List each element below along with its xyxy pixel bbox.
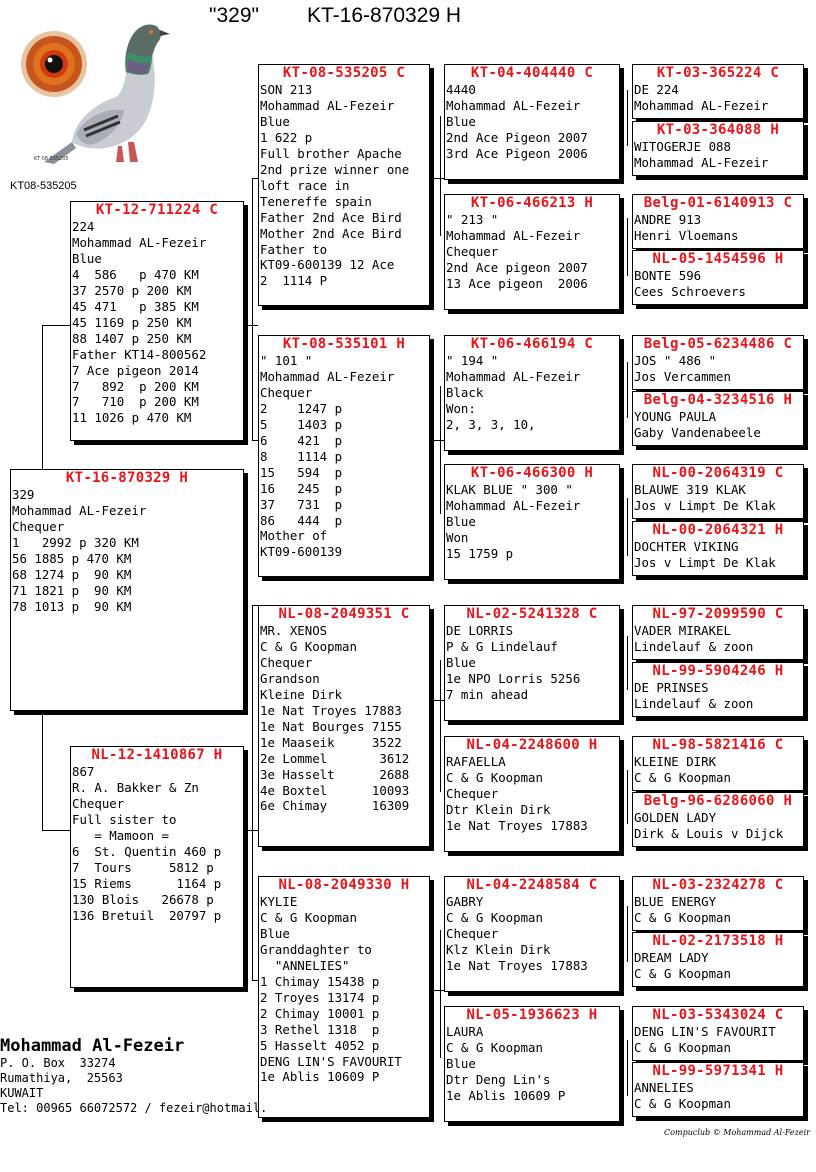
pedigree-line: 1e Ablis 10609 P: [260, 1069, 380, 1085]
pedigree-line: WITOGERJE 088: [634, 139, 731, 154]
pedigree-line: Dirk & Louis v Dijck: [634, 825, 784, 841]
pedigree-box-sire: [70, 201, 244, 441]
pedigree-line: SON 213: [260, 82, 313, 97]
pedigree-line: RAFAELLA: [446, 754, 506, 769]
pedigree-line: C & G Koopman: [260, 909, 357, 925]
pedigree-line: KLAK BLUE " 300 ": [446, 482, 573, 497]
ring-number: NL-12-1410867 H: [91, 747, 223, 763]
pedigree-line: 88 1407 p 250 KM: [72, 330, 192, 346]
pedigree-line: BLUE ENERGY: [634, 894, 717, 909]
pedigree-line: 1e NPO Lorris 5256: [446, 670, 581, 686]
ring-number: Belg-04-3234516 H: [643, 392, 793, 408]
pedigree-line: = Mamoon =: [72, 827, 169, 843]
pedigree-box-g12: [632, 792, 804, 847]
pigeon-ring-title: KT-16-870329 H: [307, 4, 462, 27]
ring-number: KT-12-711224 C: [95, 202, 219, 218]
pedigree-line: Blue: [446, 113, 476, 129]
pedigree-line: DOCHTER VIKING: [634, 539, 739, 554]
pedigree-line: GABRY: [446, 894, 484, 909]
pedigree-line: 71 1821 p 90 KM: [12, 582, 132, 598]
pedigree-line: Mohammad AL-Fezeir: [72, 234, 207, 250]
pedigree-line: C & G Koopman: [446, 1039, 543, 1055]
pedigree-line: 45 471 p 385 KM: [72, 298, 199, 314]
pedigree-box-g8: [632, 521, 804, 576]
pedigree-line: "ANNELIES": [260, 957, 350, 973]
pedigree-line: 1e Nat Troyes 17883: [260, 702, 402, 718]
pedigree-line: 224: [72, 219, 95, 234]
pedigree-line: 2 1114 P: [260, 273, 328, 289]
pedigree-line: 11 1026 p 470 KM: [72, 410, 192, 426]
pedigree-line: C & G Koopman: [634, 909, 731, 925]
pedigree-line: 2e Lommel 3612: [260, 750, 410, 766]
pedigree-line: 329: [12, 487, 35, 502]
pedigree-box-g7: [632, 464, 804, 519]
ring-number: Belg-01-6140913 C: [643, 195, 793, 211]
ring-number: NL-03-5343024 C: [652, 1007, 784, 1023]
pedigree-line: LAURA: [446, 1024, 484, 1039]
pedigree-box-g5: [632, 335, 804, 390]
pedigree-line: 2 Chimay 10001 p: [260, 1005, 380, 1021]
pedigree-line: KYLIE: [260, 894, 298, 909]
ring-number: KT-06-466300 H: [470, 465, 594, 481]
pedigree-box-dam: [70, 746, 244, 988]
pedigree-line: Chequer: [72, 795, 125, 811]
pedigree-line: 15 Riems 1164 p: [72, 875, 222, 891]
pedigree-line: JOS " 486 ": [634, 353, 717, 368]
pedigree-box-ss: [258, 64, 430, 306]
pedigree-line: Gaby Vandenabeele: [634, 424, 761, 440]
pedigree-line: Chequer: [446, 785, 499, 801]
pedigree-line: Blue: [260, 925, 290, 941]
ring-number: Belg-05-6234486 C: [643, 336, 793, 352]
pedigree-line: GOLDEN LADY: [634, 810, 717, 825]
pedigree-line: 15 594 p: [260, 464, 343, 480]
credit-footer: Compuclub © Mohammad Al-Fezeir: [664, 1128, 810, 1137]
pedigree-box-g16: [632, 1062, 804, 1117]
pedigree-line: 136 Bretuil 20797 p: [72, 907, 222, 923]
pedigree-line: YOUNG PAULA: [634, 409, 717, 424]
ring-number: KT-03-365224 C: [656, 65, 780, 81]
pedigree-line: Blue: [446, 513, 476, 529]
owner-address-line: P. O. Box 33274: [0, 1056, 116, 1070]
pedigree-line: Mohammad AL-Fezeir: [12, 502, 147, 518]
pedigree-line: Mother 2nd Ace Bird: [260, 225, 402, 241]
pigeon-photo: [14, 12, 174, 168]
ring-number: KT-06-466213 H: [470, 195, 594, 211]
owner-address-line: KUWAIT: [0, 1086, 44, 1100]
pedigree-line: Jos v Limpt De Klak: [634, 497, 776, 513]
pedigree-box-g9: [632, 605, 804, 660]
pedigree-line: 2nd prize winner one: [260, 161, 410, 177]
pedigree-line: C & G Koopman: [634, 965, 731, 981]
pedigree-line: 7 min ahead: [446, 686, 529, 702]
pedigree-line: Black: [446, 384, 484, 400]
pedigree-line: 68 1274 p 90 KM: [12, 566, 132, 582]
pedigree-line: Chequer: [446, 243, 499, 259]
pedigree-line: 56 1885 p 470 KM: [12, 550, 132, 566]
pedigree-line: DENG LIN'S FAVOURIT: [634, 1024, 776, 1039]
ring-number: NL-03-2324278 C: [652, 877, 784, 893]
pedigree-line: KT09-600139 12 Ace: [260, 257, 395, 273]
pedigree-line: Mohammad AL-Fezeir: [260, 97, 395, 113]
pedigree-line: " 213 ": [446, 212, 499, 227]
pedigree-line: BONTE 596: [634, 268, 702, 283]
pedigree-line: 78 1013 p 90 KM: [12, 598, 132, 614]
pedigree-line: 3rd Ace Pigeon 2006: [446, 145, 588, 161]
pedigree-line: Chequer: [260, 654, 313, 670]
pedigree-line: 6 St. Quentin 460 p: [72, 843, 222, 859]
pedigree-line: DE 224: [634, 82, 679, 97]
pedigree-box-ds: [258, 605, 430, 847]
pedigree-box-ssd: [444, 194, 620, 310]
pedigree-line: 1e Maaseik 3522: [260, 734, 402, 750]
pedigree-line: Granddaghter to: [260, 941, 372, 957]
pedigree-box-dsd: [444, 736, 620, 852]
pedigree-line: Chequer: [12, 518, 65, 534]
pedigree-box-g15: [632, 1006, 804, 1061]
pedigree-line: R. A. Bakker & Zn: [72, 779, 199, 795]
pedigree-line: Blue: [446, 1055, 476, 1071]
pedigree-line: 5 1403 p: [260, 416, 343, 432]
pedigree-line: DE PRINSES: [634, 680, 709, 695]
pedigree-line: 3 Rethel 1318 p: [260, 1021, 380, 1037]
ring-number: NL-02-2173518 H: [652, 933, 784, 949]
pedigree-box-g10: [632, 662, 804, 717]
pedigree-line: 130 Blois 26678 p: [72, 891, 214, 907]
pedigree-line: KLEINE DIRK: [634, 754, 717, 769]
pedigree-line: C & G Koopman: [634, 769, 731, 785]
pedigree-line: 4 586 p 470 KM: [72, 266, 199, 282]
pedigree-box-ddd: [444, 1006, 620, 1122]
ring-number: KT-08-535101 H: [282, 336, 406, 352]
svg-text:KT 08 535205: KT 08 535205: [34, 156, 69, 162]
pedigree-box-sss: [444, 64, 620, 180]
ring-number: NL-04-2248600 H: [466, 737, 598, 753]
pedigree-line: 1 2992 p 320 KM: [12, 534, 139, 550]
pedigree-line: 5 Hasselt 4052 p: [260, 1037, 380, 1053]
pedigree-line: 7 Tours 5812 p: [72, 859, 214, 875]
ring-number: NL-05-1454596 H: [652, 251, 784, 267]
ring-number: KT-03-364088 H: [656, 122, 780, 138]
pedigree-line: C & G Koopman: [634, 1039, 731, 1055]
pedigree-line: 2nd Ace Pigeon 2007: [446, 129, 588, 145]
pedigree-line: 8 1114 p: [260, 448, 343, 464]
pedigree-line: Jos v Limpt De Klak: [634, 554, 776, 570]
pedigree-box-dss: [444, 605, 620, 721]
pedigree-line: Mohammad AL-Fezeir: [446, 497, 581, 513]
ring-number: KT-16-870329 H: [65, 470, 189, 486]
pedigree-line: 16 245 p: [260, 480, 343, 496]
pedigree-box-dd: [258, 876, 430, 1118]
pedigree-box-g2: [632, 121, 804, 176]
pedigree-box-g14: [632, 932, 804, 987]
pedigree-line: Father to: [260, 241, 328, 257]
owner-address-line: Rumathiya, 25563: [0, 1071, 123, 1085]
ring-number: Belg-96-6286060 H: [643, 793, 793, 809]
pedigree-line: Cees Schroevers: [634, 283, 746, 299]
pedigree-box-g4: [632, 250, 804, 305]
pedigree-line: Mohammad AL-Fezeir: [446, 227, 581, 243]
ring-number: NL-00-2064319 C: [652, 465, 784, 481]
owner-contact-line: Tel: 00965 66072572 / fezeir@hotmail.: [0, 1101, 268, 1115]
pedigree-line: 7 892 p 200 KM: [72, 378, 199, 394]
pedigree-line: Blue: [260, 113, 290, 129]
pedigree-line: 15 1759 p: [446, 545, 514, 561]
ring-number: NL-98-5821416 C: [652, 737, 784, 753]
pedigree-line: 86 444 p: [260, 512, 343, 528]
pedigree-line: " 194 ": [446, 353, 499, 368]
pedigree-line: 6e Chimay 16309: [260, 798, 410, 814]
pedigree-line: Jos Vercammen: [634, 368, 731, 384]
pedigree-line: ANNELIES: [634, 1080, 694, 1095]
pedigree-line: 3e Hasselt 2688: [260, 766, 410, 782]
pedigree-line: 4e Boxtel 10093: [260, 782, 410, 798]
pedigree-line: 1 622 p: [260, 129, 313, 145]
pedigree-line: Mohammad AL-Fezeir: [446, 368, 581, 384]
pedigree-line: Full brother Apache: [260, 145, 402, 161]
pedigree-line: 2 1247 p: [260, 400, 343, 416]
pedigree-box-g13: [632, 876, 804, 931]
pedigree-line: Grandson: [260, 670, 320, 686]
pedigree-box-dds: [444, 876, 620, 992]
ring-number: KT-06-466194 C: [470, 336, 594, 352]
pedigree-line: Dtr Deng Lin's: [446, 1071, 551, 1087]
pedigree-line: KT09-600139: [260, 544, 343, 560]
pedigree-line: Father KT14-800562: [72, 346, 207, 362]
pedigree-line: 45 1169 p 250 KM: [72, 314, 192, 330]
owner-contact: [0, 1036, 267, 1116]
pedigree-line: ANDRE 913: [634, 212, 702, 227]
pedigree-line: Mohammad AL-Fezeir: [260, 368, 395, 384]
pedigree-line: Tenereffe spain: [260, 193, 372, 209]
photo-caption: KT08-535205: [10, 180, 77, 192]
ring-number: NL-08-2049351 C: [278, 606, 410, 622]
pedigree-line: DENG LIN'S FAVOURIT: [260, 1053, 402, 1069]
pedigree-line: 13 Ace pigeon 2006: [446, 275, 588, 291]
ring-number: NL-99-5971341 H: [652, 1063, 784, 1079]
pedigree-line: C & G Koopman: [634, 1095, 731, 1111]
pedigree-line: 6 421 p: [260, 432, 343, 448]
ring-number: KT-08-535205 C: [282, 65, 406, 81]
pedigree-line: 2, 3, 3, 10,: [446, 416, 536, 432]
pedigree-line: Blue: [446, 654, 476, 670]
pedigree-line: VADER MIRAKEL: [634, 623, 731, 638]
pedigree-line: MR. XENOS: [260, 623, 328, 638]
pedigree-line: 867: [72, 764, 95, 779]
pedigree-box-g3: [632, 194, 804, 249]
pedigree-line: Chequer: [446, 925, 499, 941]
pedigree-line: Lindelauf & zoon: [634, 695, 754, 711]
pedigree-line: Father 2nd Ace Bird: [260, 209, 402, 225]
pedigree-line: Dtr Klein Dirk: [446, 801, 551, 817]
pedigree-line: 7 710 p 200 KM: [72, 394, 199, 410]
pedigree-line: C & G Koopman: [446, 909, 543, 925]
ring-number: NL-00-2064321 H: [652, 522, 784, 538]
ring-number: NL-05-1936623 H: [466, 1007, 598, 1023]
pedigree-line: Mother of: [260, 528, 328, 544]
pedigree-line: Lindelauf & zoon: [634, 638, 754, 654]
pedigree-line: BLAUWE 319 KLAK: [634, 482, 746, 497]
ring-number: NL-02-5241328 C: [466, 606, 598, 622]
pedigree-line: Won:: [446, 400, 476, 416]
pedigree-line: 1e Nat Troyes 17883: [446, 817, 588, 833]
ring-number: NL-99-5904246 H: [652, 663, 784, 679]
pedigree-line: Henri Vloemans: [634, 227, 739, 243]
pedigree-box-g11: [632, 736, 804, 791]
pedigree-line: Full sister to: [72, 811, 177, 827]
pedigree-line: " 101 ": [260, 353, 313, 368]
pedigree-box-subject: [10, 469, 244, 711]
pedigree-line: Klz Klein Dirk: [446, 941, 551, 957]
pedigree-line: C & G Koopman: [446, 769, 543, 785]
pedigree-line: Mohammad AL-Fezeir: [446, 97, 581, 113]
pedigree-line: 2 Troyes 13174 p: [260, 989, 380, 1005]
pedigree-line: Blue: [72, 250, 102, 266]
pedigree-line: 7 Ace pigeon 2014: [72, 362, 199, 378]
pedigree-box-sds: [444, 335, 620, 451]
pedigree-line: Chequer: [260, 384, 313, 400]
pedigree-line: 1e Nat Bourges 7155: [260, 718, 402, 734]
ring-number: NL-08-2049330 H: [278, 877, 410, 893]
pedigree-box-g1: [632, 64, 804, 119]
owner-name: Mohammad Al-Fezeir: [0, 1036, 185, 1056]
pedigree-line: 2nd Ace pigeon 2007: [446, 259, 588, 275]
pedigree-box-sdd: [444, 464, 620, 580]
pedigree-line: C & G Koopman: [260, 638, 357, 654]
pedigree-line: 37 2570 p 200 KM: [72, 282, 192, 298]
pedigree-line: loft race in: [260, 177, 350, 193]
pedigree-line: 1e Ablis 10609 P: [446, 1087, 566, 1103]
ring-number: NL-97-2099590 C: [652, 606, 784, 622]
pedigree-line: 1 Chimay 15438 p: [260, 973, 380, 989]
pedigree-line: 4440: [446, 82, 476, 97]
pedigree-line: 37 731 p: [260, 496, 343, 512]
pedigree-line: DE LORRIS: [446, 623, 514, 638]
pedigree-line: Mohammad AL-Fezeir: [634, 154, 769, 170]
pedigree-line: Mohammad AL-Fezeir: [634, 97, 769, 113]
pedigree-line: DREAM LADY: [634, 950, 709, 965]
pedigree-line: Kleine Dirk: [260, 686, 343, 702]
ring-number: KT-04-404440 C: [470, 65, 594, 81]
ring-number: NL-04-2248584 C: [466, 877, 598, 893]
pedigree-box-g6: [632, 391, 804, 446]
pigeon-name-title: "329": [209, 4, 259, 27]
pedigree-line: Won: [446, 529, 469, 545]
pedigree-line: 1e Nat Troyes 17883: [446, 957, 588, 973]
pedigree-box-sd: [258, 335, 430, 577]
pedigree-line: P & G Lindelauf: [446, 638, 558, 654]
